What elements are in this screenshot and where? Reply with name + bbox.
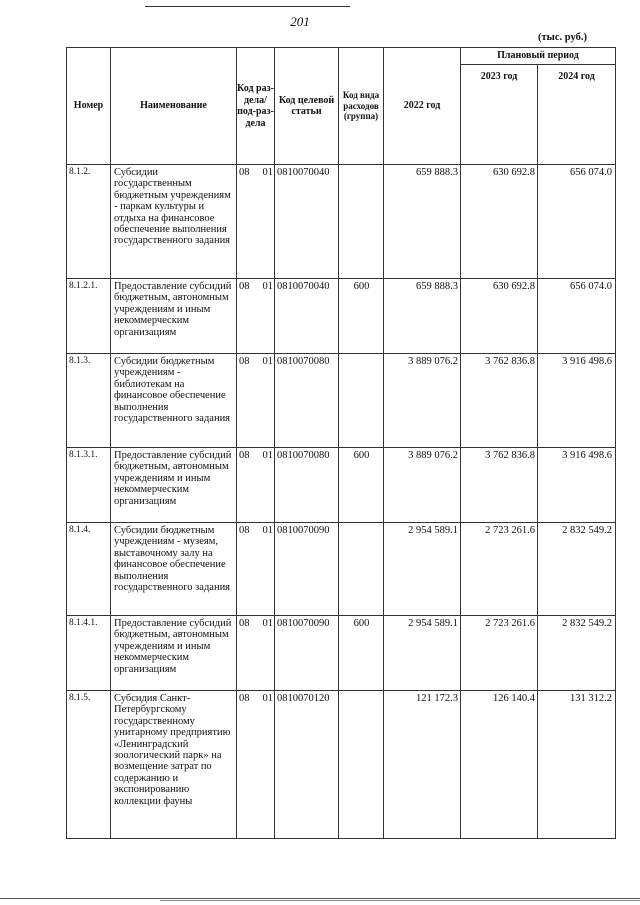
footer-rule-secondary [160, 900, 640, 901]
table-row [67, 279, 616, 354]
row-value-2024: 2 832 549.2 [538, 523, 616, 616]
row-expense-code [339, 354, 384, 448]
row-section-code [237, 616, 275, 691]
row-razdel: 08 [239, 167, 250, 178]
row-target-code: 0810070090 [275, 616, 339, 691]
row-expense-code [339, 165, 384, 279]
row-expense-code: 600 [339, 279, 384, 354]
row-value-2024: 2 832 549.2 [538, 616, 616, 691]
row-value-2023: 3 762 836.8 [461, 448, 538, 523]
header-target-code: Код целевой статьи [275, 48, 339, 165]
table-row [67, 354, 616, 448]
row-razdel: 08 [239, 356, 250, 367]
row-section-code [237, 691, 275, 839]
row-value-2022: 3 889 076.2 [384, 354, 461, 448]
row-razdel: 08 [239, 281, 250, 292]
row-name: Субсидии государственным бюджетным учреждениям - паркам культуры и отдыха на финансовое обеспечение выполнения государственного задания [111, 165, 237, 279]
header-planned-period: Плановый период [461, 48, 616, 65]
row-value-2023: 630 692.8 [461, 279, 538, 354]
row-value-2022: 3 889 076.2 [384, 448, 461, 523]
footer-rule [0, 898, 640, 899]
row-section-code [237, 448, 275, 523]
table-row [67, 448, 616, 523]
row-number: 8.1.2.1. [67, 279, 111, 354]
row-value-2024: 3 916 498.6 [538, 354, 616, 448]
row-number: 8.1.5. [67, 691, 111, 839]
row-number: 8.1.3. [67, 354, 111, 448]
header-expense-code: Код вида расходов (группа) [339, 48, 384, 165]
unit-label: (тыс. руб.) [538, 32, 587, 43]
row-name: Субсидии бюджетным учреждениям - библиотекам на финансовое обеспечение выполнения государственного задания [111, 354, 237, 448]
row-value-2024: 131 312.2 [538, 691, 616, 839]
table-row [67, 523, 616, 616]
row-podrazdel: 01 [262, 618, 273, 629]
row-razdel: 08 [239, 618, 250, 629]
row-value-2023: 630 692.8 [461, 165, 538, 279]
row-expense-code: 600 [339, 616, 384, 691]
row-value-2024: 656 074.0 [538, 279, 616, 354]
header-name: Наименование [111, 48, 237, 165]
header-number: Номер [67, 48, 111, 165]
row-name: Субсидия Санкт-Петербургскому государственному унитарному предприятию «Ленинградский зоологический парк» на возмещение затрат по содержанию и экспонированию коллекции фауны [111, 691, 237, 839]
row-razdel: 08 [239, 693, 250, 704]
row-value-2023: 3 762 836.8 [461, 354, 538, 448]
row-value-2022: 121 172.3 [384, 691, 461, 839]
row-target-code: 0810070120 [275, 691, 339, 839]
row-target-code: 0810070040 [275, 165, 339, 279]
table-row [67, 691, 616, 839]
row-podrazdel: 01 [262, 693, 273, 704]
row-value-2024: 656 074.0 [538, 165, 616, 279]
row-section-code [237, 165, 275, 279]
row-number: 8.1.3.1. [67, 448, 111, 523]
row-value-2022: 659 888.3 [384, 279, 461, 354]
page-number: 201 [290, 14, 310, 29]
row-section-code [237, 279, 275, 354]
row-target-code: 0810070040 [275, 279, 339, 354]
budget-table [66, 47, 616, 839]
row-target-code: 0810070080 [275, 448, 339, 523]
header-section-code: Код раз-дела/ под-раз-дела [237, 48, 275, 165]
row-section-code [237, 523, 275, 616]
row-podrazdel: 01 [262, 525, 273, 536]
row-podrazdel: 01 [262, 281, 273, 292]
row-podrazdel: 01 [262, 167, 273, 178]
row-section-code [237, 354, 275, 448]
row-number: 8.1.4.1. [67, 616, 111, 691]
row-podrazdel: 01 [262, 356, 273, 367]
row-number: 8.1.2. [67, 165, 111, 279]
row-value-2024: 3 916 498.6 [538, 448, 616, 523]
row-number: 8.1.4. [67, 523, 111, 616]
row-value-2023: 2 723 261.6 [461, 616, 538, 691]
row-name: Предоставление субсидий бюджетным, автономным учреждениям и иным некоммерческим организациям [111, 616, 237, 691]
row-value-2022: 2 954 589.1 [384, 523, 461, 616]
row-expense-code: 600 [339, 448, 384, 523]
row-value-2023: 2 723 261.6 [461, 523, 538, 616]
row-value-2022: 2 954 589.1 [384, 616, 461, 691]
header-rule [145, 6, 350, 7]
row-name: Субсидии бюджетным учреждениям - музеям, выставочному залу на финансовое обеспечение выполнения государственного задания [111, 523, 237, 616]
row-value-2022: 659 888.3 [384, 165, 461, 279]
row-razdel: 08 [239, 450, 250, 461]
row-name: Предоставление субсидий бюджетным, автономным учреждениям и иным некоммерческим организациям [111, 448, 237, 523]
row-podrazdel: 01 [262, 450, 273, 461]
header-year-2023: 2023 год [461, 65, 538, 165]
header-year-2024: 2024 год [538, 65, 616, 165]
table-row [67, 165, 616, 279]
row-name: Предоставление субсидий бюджетным, автономным учреждениям и иным некоммерческим организациям [111, 279, 237, 354]
header-year-2022: 2022 год [384, 48, 461, 165]
row-expense-code [339, 691, 384, 839]
row-value-2023: 126 140.4 [461, 691, 538, 839]
table-row [67, 616, 616, 691]
row-target-code: 0810070090 [275, 523, 339, 616]
row-expense-code [339, 523, 384, 616]
row-razdel: 08 [239, 525, 250, 536]
row-target-code: 0810070080 [275, 354, 339, 448]
